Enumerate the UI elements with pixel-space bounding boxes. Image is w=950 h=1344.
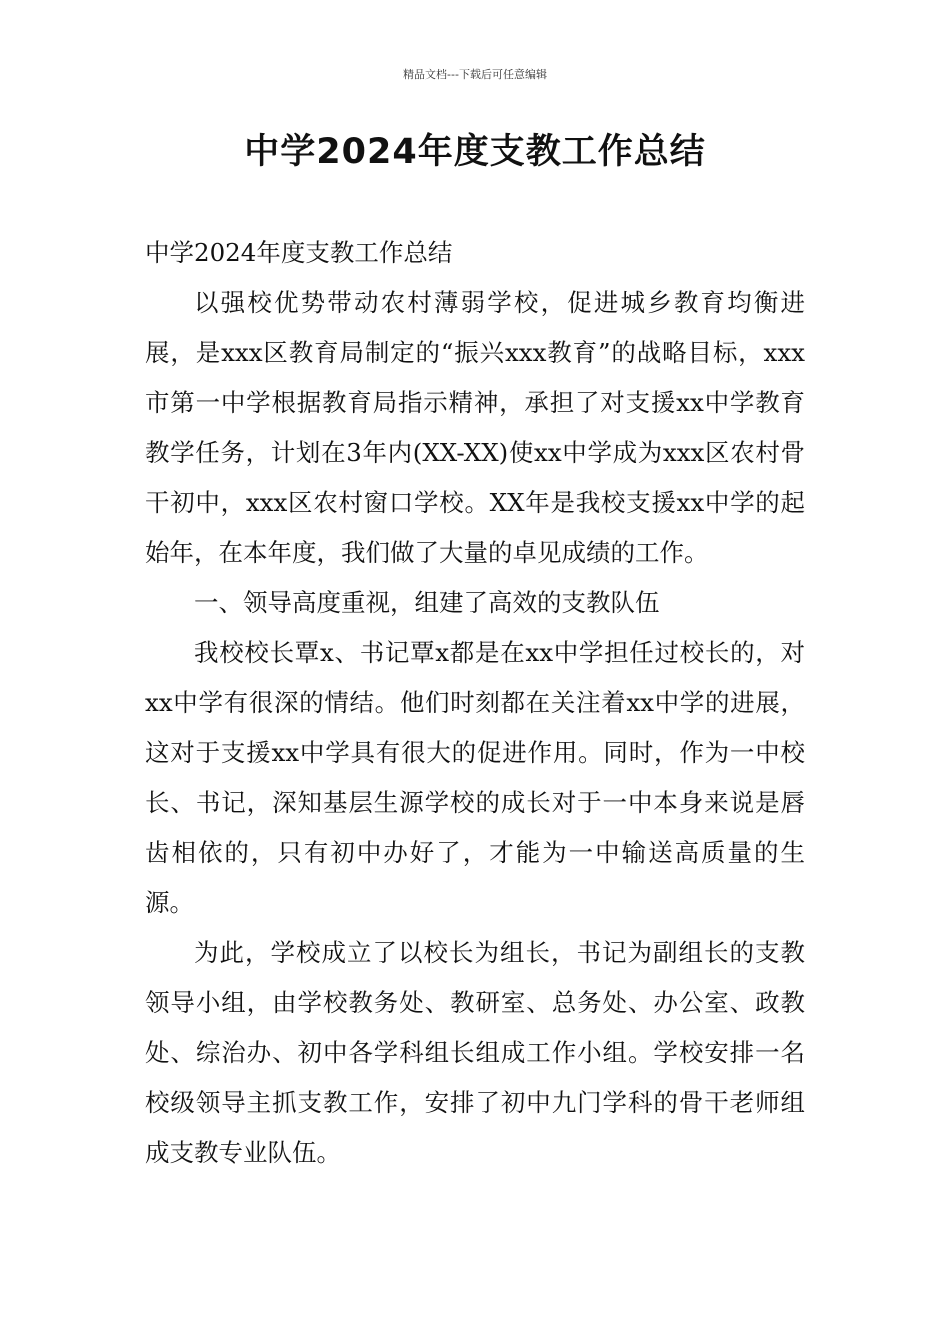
document-title: 中学2024年度支教工作总结 [244,132,706,172]
header-note: 精品文档---下载后可任意编辑 [403,68,547,81]
body-subtitle: 中学2024年度支教工作总结 [145,238,453,267]
section-heading: 一、领导高度重视，组建了高效的支教队伍 [194,588,660,617]
paragraph-leadership: 我校校长覃x、书记覃x都是在xx中学担任过校长的，对xx中学有很深的情结。他们时刻都在关注着xx中学的进展，这对于支援xx中学具有很大的促进作用。同时，作为一中校长、书记，深知基层生源学校的成长对于一中本身来说是唇齿相依的，只有初中办好了，才能为一中输送高质量的生源。 [145,638,805,917]
document-body [145,228,805,1178]
paragraph-intro: 以强校优势带动农村薄弱学校，促进城乡教育均衡进展，是xxx区教育局制定的“振兴xxx教育”的战略目标，xxx市第一中学根据教育局指示精神，承担了对支援xx中学教育教学任务，计划在3年内(XX-XX)使xx中学成为xxx区农村骨干初中，xxx区农村窗口学校。XX年是我校支援xx中学的起始年，在本年度，我们做了大量的卓见成绩的工作。 [145,288,805,567]
paragraph-team: 为此，学校成立了以校长为组长，书记为副组长的支教领导小组，由学校教务处、教研室、总务处、办公室、政教处、综治办、初中各学科组长组成工作小组。学校安排一名校级领导主抓支教工作，安排了初中九门学科的骨干老师组成支教专业队伍。 [145,938,805,1167]
